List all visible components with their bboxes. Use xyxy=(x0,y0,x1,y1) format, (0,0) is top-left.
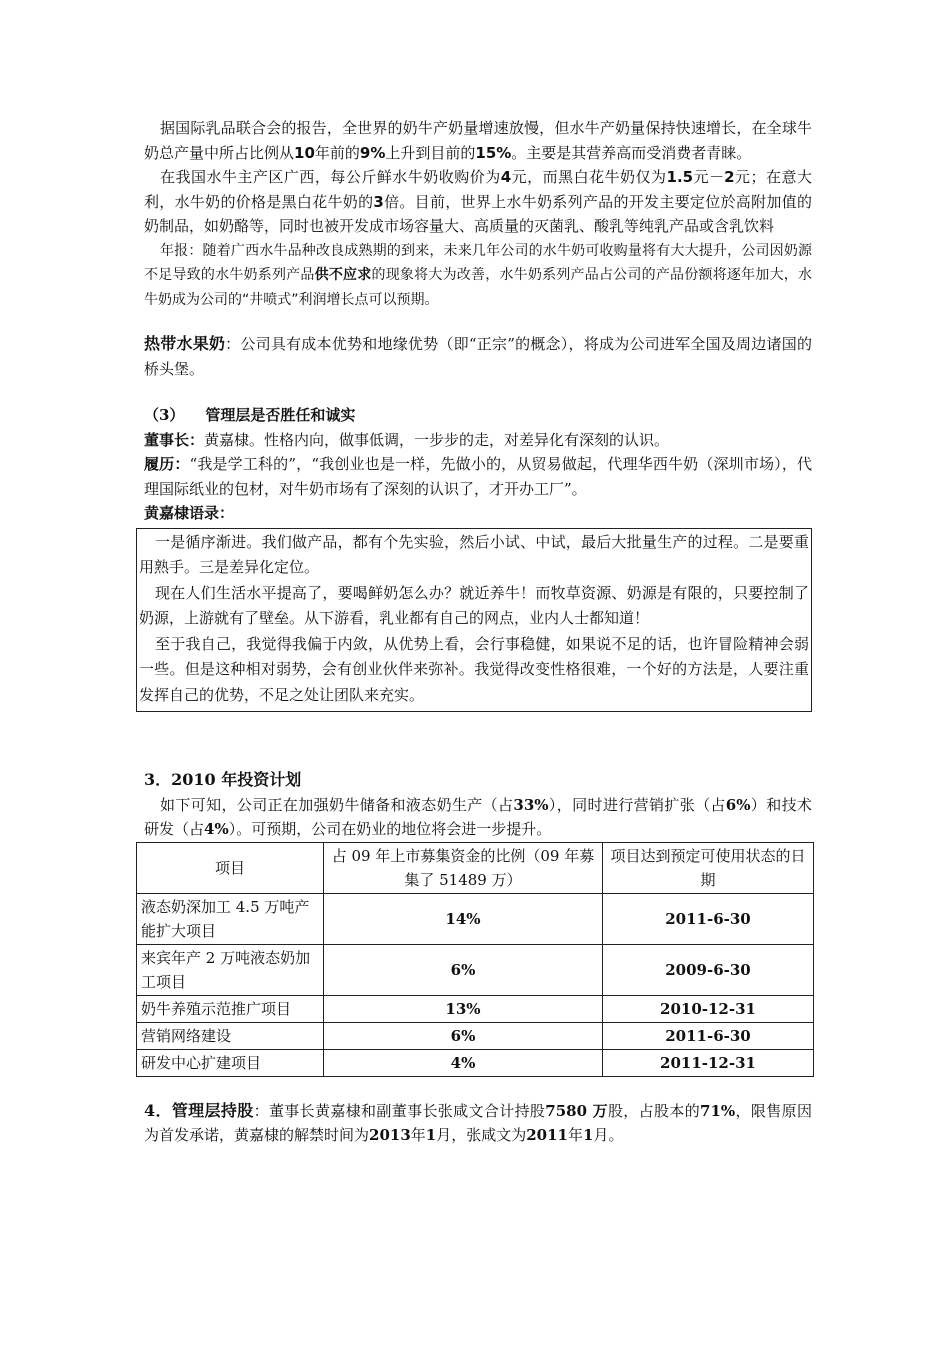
cell-project: 液态奶深加工 4.5 万吨产能扩大项目 xyxy=(137,893,324,944)
text: 的现象将大为改善，水牛奶系列产品占公司的产品份额将逐年加大，水牛奶成为公司的“井喷式”利润增长点可以预期。 xyxy=(144,267,813,308)
text: 年 xyxy=(410,1126,426,1144)
text: ），同时进行营销扩张（占 xyxy=(548,795,726,814)
table-header-row xyxy=(137,842,814,893)
number: 1 xyxy=(583,1126,594,1144)
paragraph-annual-report xyxy=(144,239,812,313)
number: 2013 xyxy=(369,1126,411,1144)
text: 。主要是其营养高而受消费者青睐。 xyxy=(511,143,752,162)
paragraph-investment-intro xyxy=(144,793,812,842)
number: 4 xyxy=(500,168,512,186)
bold-text: 供不应求 xyxy=(314,267,372,283)
text: 据国际乳品联合会的报告，全世界的奶牛产奶量增速放慢，但水牛产奶量保持快速增长，在全球牛奶总产量中所占比例从 xyxy=(144,119,812,162)
number: 7580 万 xyxy=(545,1101,608,1120)
document-page xyxy=(139,116,813,1148)
text: 元－ xyxy=(693,168,725,186)
text: 公司具有成本优势和地缘优势（即“正宗”的概念），将成为公司进军全国及周边诸国的桥头堡。 xyxy=(144,335,812,378)
header-project: 项目 xyxy=(137,842,324,893)
quote-paragraph: 一是循序渐进。我们做产品，都有个先实验，然后小试、中试，最后大批量生产的过程。二是要重用熟手。三是差异化定位。 xyxy=(139,532,809,576)
text: 元；在意大利，水牛奶的价格是黑白花牛奶的 xyxy=(144,168,812,211)
section-heading-management xyxy=(144,403,812,428)
number: 4% xyxy=(204,820,229,838)
table-row xyxy=(137,944,814,995)
paragraph-chairman xyxy=(144,428,812,453)
cell-date: 2011-6-30 xyxy=(603,1022,814,1049)
cell-date: 2011-6-30 xyxy=(603,893,814,944)
table-row xyxy=(137,1049,814,1076)
text: ）。可预期，公司在奶业的地位将会进一步提升。 xyxy=(228,820,552,838)
cell-project: 营销网络建设 xyxy=(137,1022,324,1049)
quote-paragraph: 至于我自己，我觉得我偏于内敛，从优势上看，会行事稳健，如果说不足的话，也许冒险精神会弱一些。但是这种相对弱势，会有创业伙伴来弥补。我觉得改变性格很难，一个好的方法是，人要注重发挥自己的优势，不足之处让团队来充实。 xyxy=(139,634,809,704)
text: “我是学工科的”，“我创业也是一样，先做小的，从贸易做起，代理华西牛奶（深圳市场），代理国际纸业的包材，对牛奶市场有了深刻的认识了，才开办工厂”。 xyxy=(144,455,812,498)
table-row xyxy=(137,995,814,1022)
quote-paragraph: 现在人们生活水平提高了，要喝鲜奶怎么办？就近养牛！而牧草资源、奶源是有限的，只要控制了奶源，上游就有了壁垒。从下游看，乳业都有自己的网点，业内人士都知道！ xyxy=(139,583,809,627)
number: 71% xyxy=(700,1101,736,1120)
label: 董事长： xyxy=(144,430,205,449)
text: 在我国水牛主产区广西，每公斤鲜水牛奶收购价为 xyxy=(160,168,501,186)
number: 9% xyxy=(359,143,386,162)
section-number: （3） xyxy=(144,406,185,424)
table-row xyxy=(137,1022,814,1049)
text: 元，而黑白花牛奶仅为 xyxy=(511,168,667,186)
paragraph-buffalo-milk-share xyxy=(144,116,812,165)
cell-percent: 13% xyxy=(324,995,603,1022)
text: 年前的 xyxy=(314,143,360,162)
number: 2011 xyxy=(526,1126,568,1144)
text: 上升到目前的 xyxy=(385,143,476,162)
text: 年 xyxy=(567,1126,583,1144)
number: 1.5 xyxy=(666,168,694,186)
text: ： xyxy=(253,1101,269,1120)
paragraph-management-holdings xyxy=(144,1099,812,1148)
label: 履历： xyxy=(144,455,190,473)
text: 黄嘉棣。性格内向，做事低调，一步步的走，对差异化有深刻的认识。 xyxy=(204,430,670,449)
text: 月。 xyxy=(593,1126,624,1144)
cell-project: 奶牛养殖示范推广项目 xyxy=(137,995,324,1022)
section-label: 热带水果奶 xyxy=(144,334,226,353)
text: 年报：随着广西水牛品种改良成熟期的到来，未来几年公司的水牛奶可收购量将有大大提升，公司因奶源不足导致的水牛奶系列产品 xyxy=(144,242,812,283)
header-ready-date: 项目达到预定可使用状态的日期 xyxy=(603,842,814,893)
investment-table xyxy=(136,842,814,1077)
cell-percent: 6% xyxy=(324,1022,603,1049)
number: 3 xyxy=(373,192,384,211)
cell-date: 2010-12-31 xyxy=(603,995,814,1022)
text: ）和技术研发（占 xyxy=(144,795,812,838)
number: 6% xyxy=(725,795,751,814)
paragraph-tropical-fruit-milk xyxy=(144,332,812,381)
quote-box xyxy=(136,528,812,713)
section-heading: 4．管理层持股 xyxy=(144,1100,254,1120)
number: 2 xyxy=(724,168,735,186)
quote-label: 黄嘉棣语录： xyxy=(144,504,235,522)
cell-project: 来宾年产 2 万吨液态奶加工项目 xyxy=(137,944,324,995)
number: 1 xyxy=(425,1126,437,1144)
cell-percent: 14% xyxy=(324,893,603,944)
section-heading-investment-plan: 3．2010 年投资计划 xyxy=(144,770,302,789)
number: 10 xyxy=(294,143,315,162)
text: ，限售原因为首发承诺，黄嘉棣的解禁时间为 xyxy=(144,1101,812,1144)
text: 董事长黄嘉棣和副董事长张咸文合计持股 xyxy=(268,1101,546,1120)
number: 33% xyxy=(513,795,549,814)
text: ： xyxy=(225,335,241,353)
text: 月，张咸文为 xyxy=(436,1126,527,1144)
cell-date: 2009-6-30 xyxy=(603,944,814,995)
text: 倍。目前，世界上水牛奶系列产品的开发主要定位於高附加值的奶制品，如奶酪等，同时也被开发成市场容量大、高质量的灭菌乳、酸乳等纯乳产品或含乳饮料 xyxy=(144,192,812,235)
text: 如下可知，公司正在加强奶牛储备和液态奶生产（占 xyxy=(160,795,514,814)
table-row xyxy=(137,893,814,944)
paragraph-buffalo-milk-price xyxy=(144,165,812,239)
cell-date: 2011-12-31 xyxy=(603,1049,814,1076)
section-title: 管理层是否胜任和诚实 xyxy=(205,406,356,424)
cell-project: 研发中心扩建项目 xyxy=(137,1049,324,1076)
cell-percent: 4% xyxy=(324,1049,603,1076)
number: 15% xyxy=(475,143,512,162)
text: 股，占股本的 xyxy=(607,1101,701,1120)
paragraph-resume xyxy=(144,452,812,501)
cell-percent: 6% xyxy=(324,944,603,995)
header-funding-share: 占 09 年上市募集资金的比例（09 年募集了 51489 万） xyxy=(324,842,603,893)
